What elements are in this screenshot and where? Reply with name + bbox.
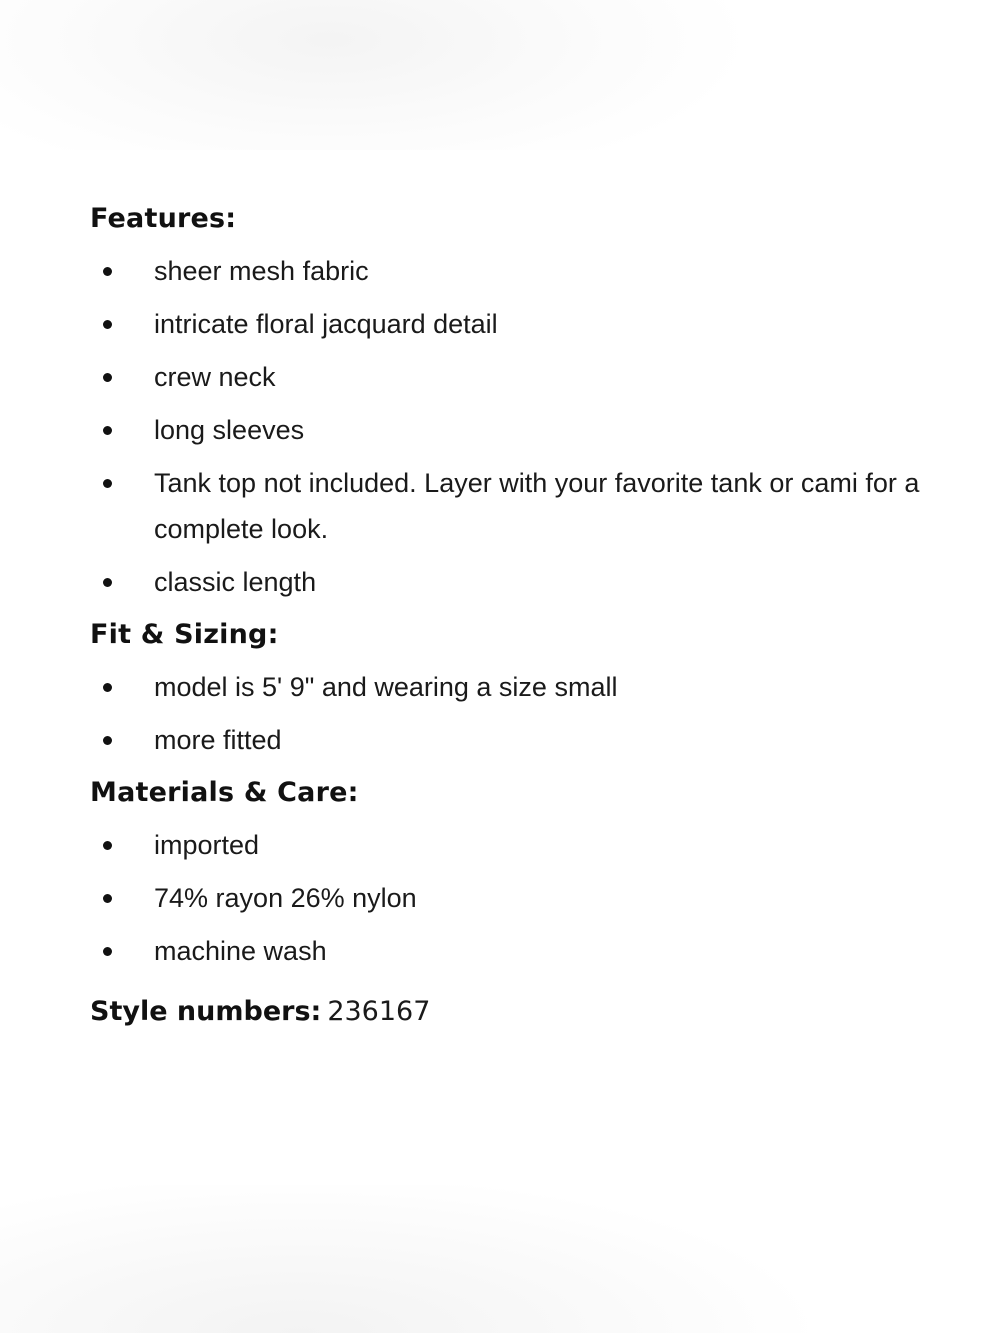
top-background-fade <box>0 0 1000 150</box>
style-numbers-value: 236167 <box>327 996 431 1027</box>
style-numbers <box>90 988 920 1035</box>
list-item-text: 74% rayon 26% nylon <box>154 883 417 913</box>
bullet-icon <box>103 320 112 329</box>
list-item <box>90 248 920 294</box>
bullet-icon <box>103 578 112 587</box>
list-item-text: more fitted <box>154 725 282 755</box>
bullet-icon <box>103 683 112 692</box>
list-item <box>90 559 920 605</box>
features-heading: Features: <box>90 203 237 234</box>
list-item <box>90 664 920 710</box>
list-item <box>90 460 920 552</box>
product-details <box>90 196 920 1035</box>
list-item <box>90 875 920 921</box>
bullet-icon <box>103 841 112 850</box>
bullet-icon <box>103 373 112 382</box>
bullet-icon <box>103 947 112 956</box>
list-item <box>90 301 920 347</box>
bullet-icon <box>103 267 112 276</box>
list-item-text: intricate floral jacquard detail <box>154 309 498 339</box>
list-item-text: long sleeves <box>154 415 305 445</box>
features-list <box>90 248 920 605</box>
list-item <box>90 928 920 974</box>
list-item-text: sheer mesh fabric <box>154 256 369 286</box>
list-item <box>90 354 920 400</box>
list-item-text: imported <box>154 830 260 860</box>
style-numbers-label: Style numbers: <box>90 996 322 1027</box>
list-item-text: crew neck <box>154 362 276 392</box>
materials-care-heading: Materials & Care: <box>90 777 359 808</box>
list-item <box>90 822 920 868</box>
fit-sizing-heading: Fit & Sizing: <box>90 619 279 650</box>
list-item-text: Tank top not included. Layer with your favorite tank or cami for a complete look. <box>154 468 920 544</box>
bullet-icon <box>103 426 112 435</box>
list-item <box>90 407 920 453</box>
list-item-text: classic length <box>154 567 317 597</box>
list-item-text: model is 5' 9" and wearing a size small <box>154 672 618 702</box>
bullet-icon <box>103 736 112 745</box>
list-item <box>90 717 920 763</box>
fit-sizing-list <box>90 664 920 763</box>
materials-care-list <box>90 822 920 974</box>
bullet-icon <box>103 479 112 488</box>
bottom-background-fade <box>0 1185 1000 1333</box>
bullet-icon <box>103 894 112 903</box>
list-item-text: machine wash <box>154 936 327 966</box>
